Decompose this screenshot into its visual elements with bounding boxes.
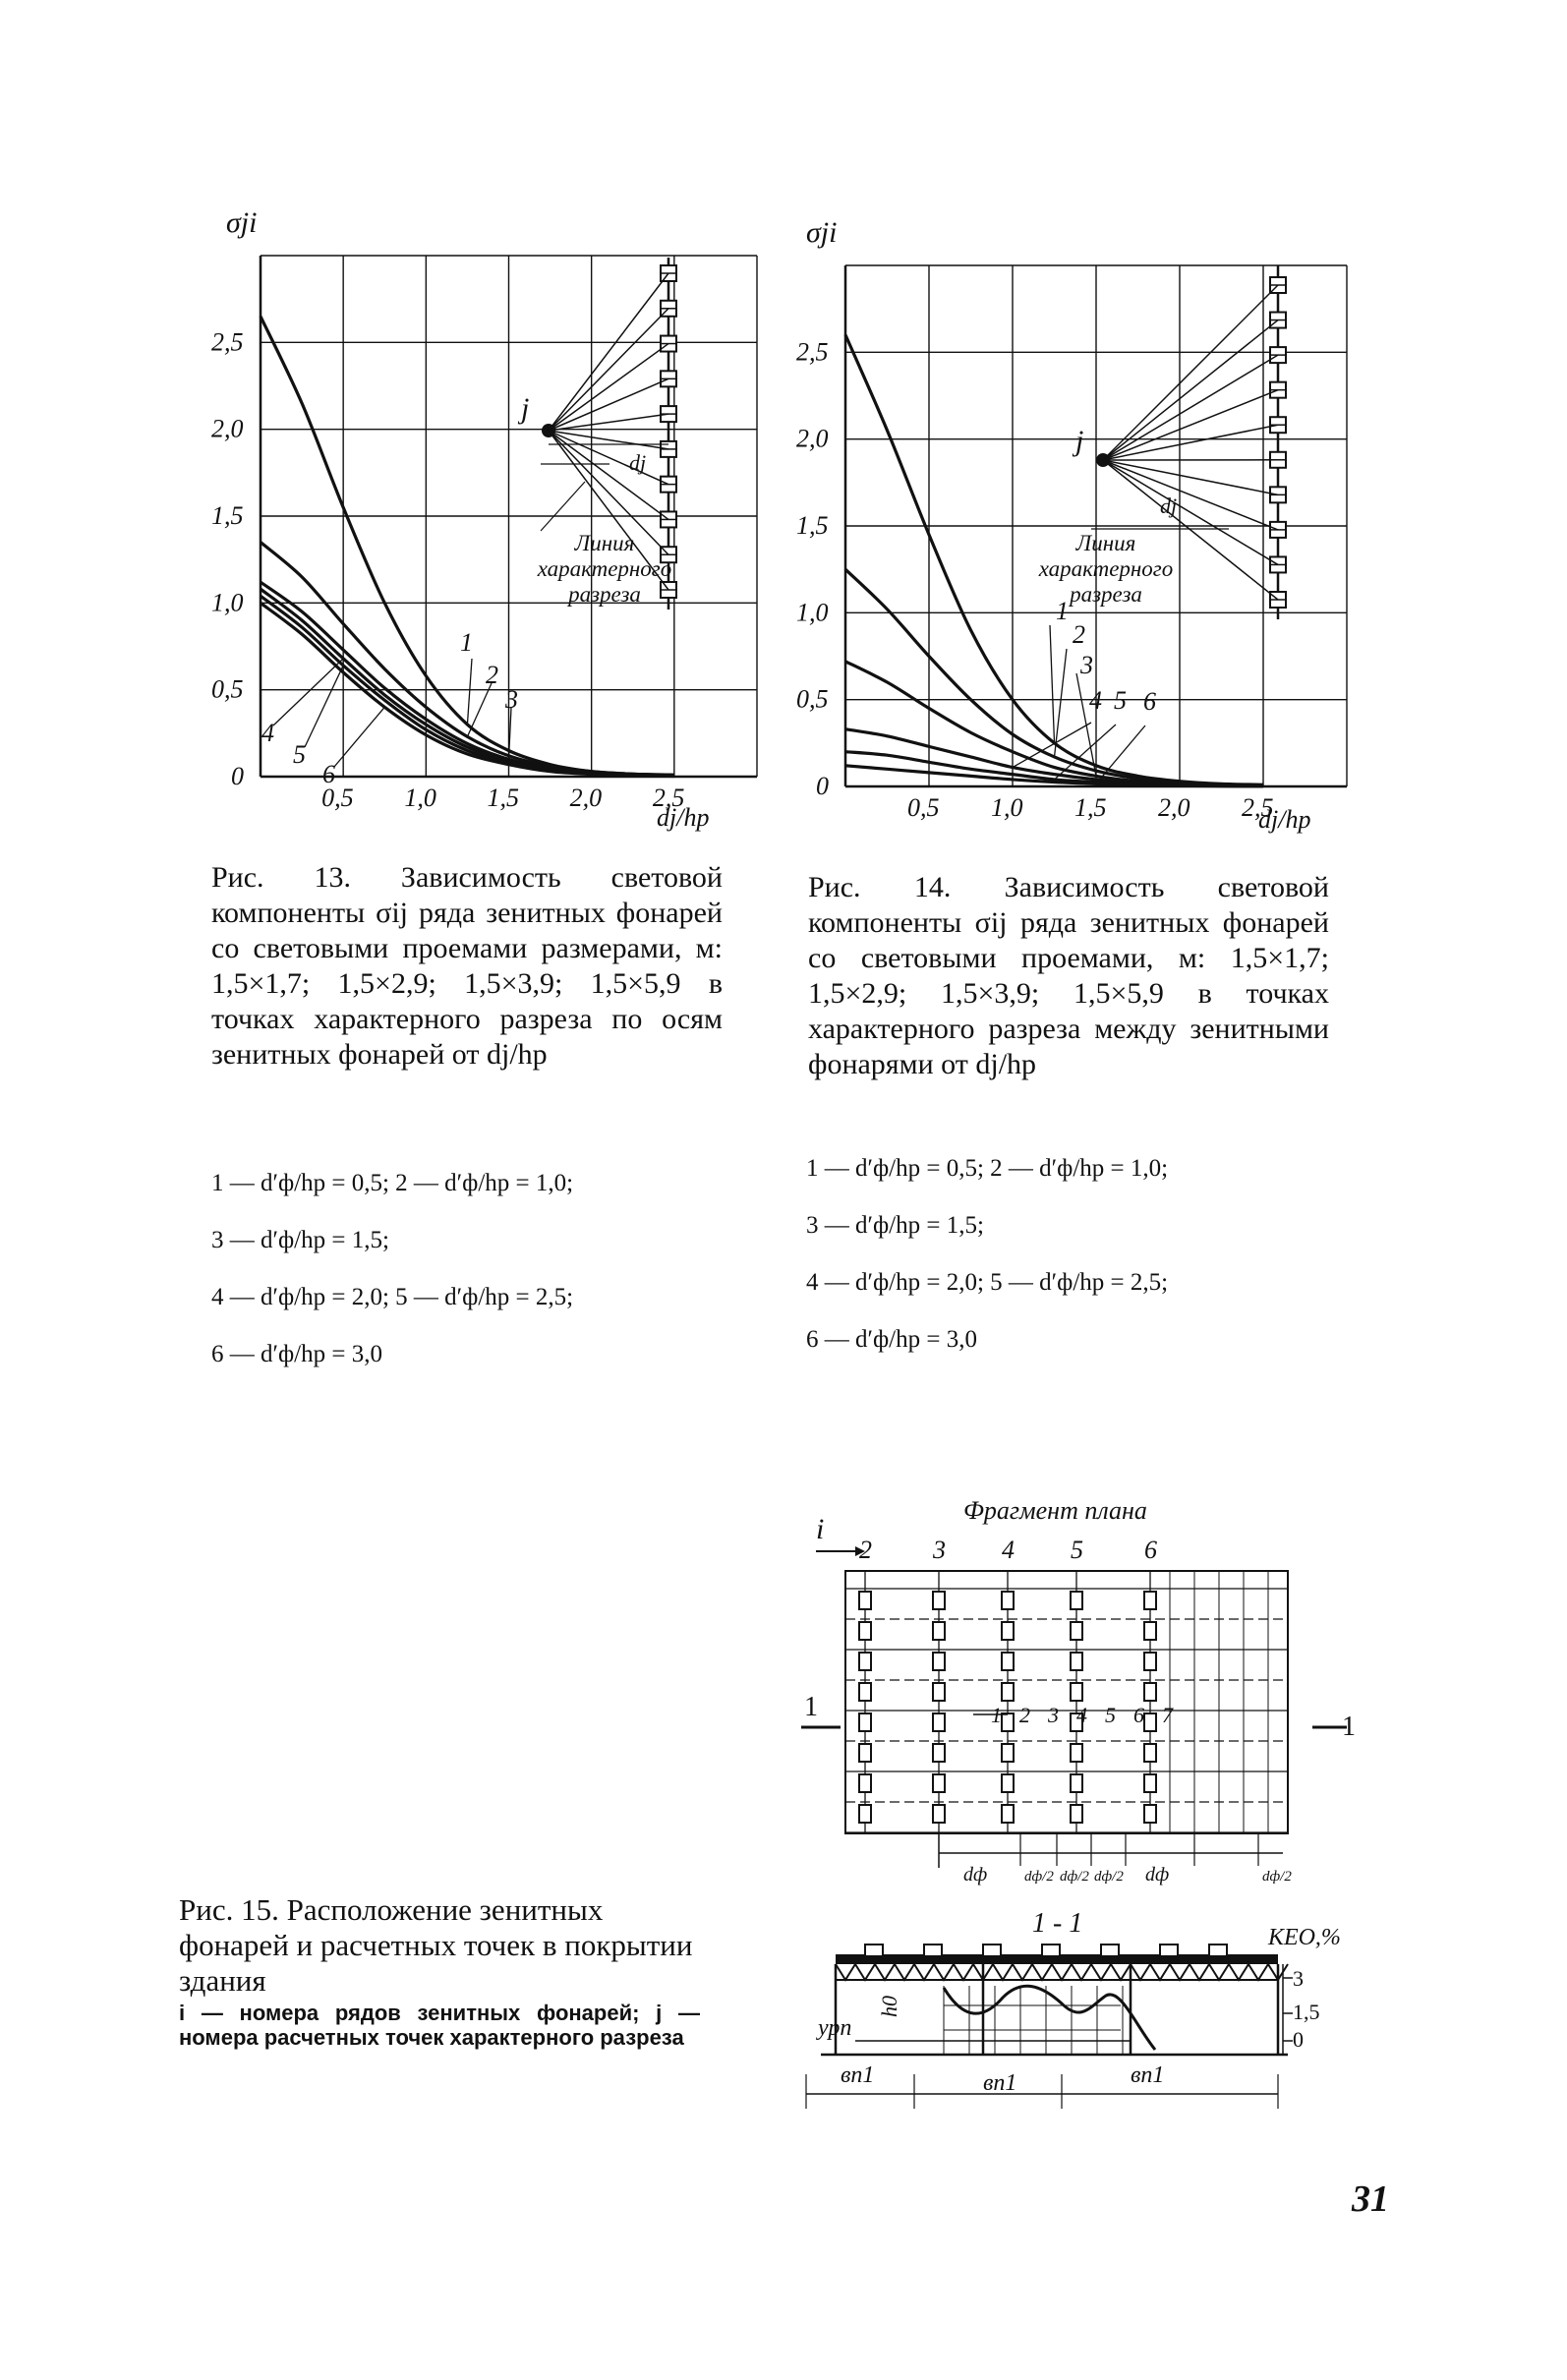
- dimension-labels: [963, 1864, 1292, 1886]
- skylight-mark: [933, 1774, 945, 1792]
- series-label: 5: [1114, 686, 1127, 715]
- figure-13-legend: [211, 1155, 742, 1383]
- skylight-mark: [859, 1805, 871, 1823]
- legend-line: 1 — d′ф/hр = 0,5; 2 — d′ф/hр = 1,0;: [806, 1155, 1169, 1182]
- skylight-mark: [933, 1713, 945, 1731]
- section-title: 1 - 1: [1032, 1908, 1083, 1939]
- section-inset: [517, 258, 688, 639]
- skylight-mark: [1144, 1592, 1156, 1609]
- y-tick-label: 1,0: [211, 588, 244, 617]
- dimension-label: dф/2: [1024, 1869, 1054, 1885]
- skylight-mark: [859, 1592, 871, 1609]
- legend-line: 4 — d′ф/hр = 2,0; 5 — d′ф/hр = 2,5;: [806, 1269, 1169, 1296]
- span-label: вп1: [983, 2070, 1017, 2096]
- series-label: 1: [460, 628, 473, 657]
- figure-15-drawing: [796, 1494, 1386, 2123]
- y-tick-label: 1,5: [211, 501, 244, 530]
- figure-14-legend: [806, 1140, 1357, 1368]
- series-leader-line: [273, 659, 343, 726]
- work-plane-label: урп: [818, 2015, 852, 2041]
- x-tick-label: 0,5: [321, 784, 354, 812]
- series-label: 5: [293, 740, 306, 769]
- x-tick-label: 2,0: [569, 784, 603, 812]
- height-label: h0: [877, 1996, 901, 2017]
- origin-label: 0: [231, 762, 244, 790]
- plan-fragment: [801, 1571, 1347, 1868]
- legend-line: 6 — d′ф/hр = 3,0: [806, 1326, 977, 1353]
- figure-15-caption: Рис. 15. Расположение зенитных фонарей и расчетных точек в покрытии здания: [179, 1892, 693, 1998]
- skylight-mark: [1071, 1683, 1082, 1701]
- dimension-label: dф: [963, 1864, 988, 1886]
- series-label: 2: [486, 661, 498, 689]
- legend-line: 4 — d′ф/hр = 2,0; 5 — d′ф/hр = 2,5;: [211, 1284, 574, 1310]
- x-tick-label: 2,5: [652, 784, 685, 812]
- dimension-label: dф/2: [1262, 1869, 1292, 1885]
- row-number: 6: [1144, 1536, 1157, 1564]
- series-curve-3: [845, 662, 1263, 786]
- series-label: 6: [1143, 687, 1156, 716]
- skylight-mark: [1002, 1744, 1014, 1762]
- y-tick-label: 2,0: [796, 424, 829, 453]
- plan-title: Фрагмент плана: [963, 1496, 1147, 1525]
- x-axis-label: dj/hp: [1258, 805, 1311, 834]
- legend-line: 3 — d′ф/hр = 1,5;: [211, 1227, 389, 1253]
- figure-13-chart: [197, 197, 786, 845]
- point-number: 3: [1048, 1703, 1059, 1727]
- span-label: вп1: [1131, 2062, 1165, 2088]
- legend-line: 6 — d′ф/hр = 3,0: [211, 1341, 382, 1367]
- figure-14-chart: [796, 206, 1386, 845]
- row-number: 3: [933, 1536, 946, 1564]
- building-section: [806, 1945, 1293, 2109]
- skylight-mark: [933, 1805, 945, 1823]
- section-inset: [1022, 265, 1286, 639]
- skylight-mark: [859, 1774, 871, 1792]
- y-tick-label: 0,5: [211, 674, 244, 704]
- keo-label: КЕО,%: [1268, 1925, 1341, 1950]
- skylight-mark: [1002, 1713, 1014, 1731]
- skylight-mark: [1002, 1653, 1014, 1670]
- row-index-label: i: [816, 1513, 825, 1545]
- skylight-mark: [1144, 1774, 1156, 1792]
- row-number: 5: [1071, 1536, 1083, 1564]
- skylight-mark: [859, 1653, 871, 1670]
- skylight-mark: [1144, 1622, 1156, 1640]
- section-line-label: Линия характерного разреза: [1038, 531, 1174, 607]
- cut-label-right: 1: [1342, 1712, 1356, 1742]
- skylight-mark: [1002, 1683, 1014, 1701]
- legend-line: 1 — d′ф/hр = 0,5; 2 — d′ф/hр = 1,0;: [211, 1170, 574, 1196]
- x-tick-label: 0,5: [907, 793, 940, 822]
- row-numbers: [859, 1536, 1157, 1564]
- skylight-mark: [859, 1713, 871, 1731]
- skylight-mark: [1144, 1653, 1156, 1670]
- point-j-label: j: [521, 392, 530, 425]
- x-tick-label: 1,0: [404, 784, 436, 812]
- skylight-mark: [1071, 1622, 1082, 1640]
- series-label: 1: [1056, 597, 1069, 625]
- y-tick-label: 2,0: [211, 414, 244, 443]
- row-number: 4: [1002, 1536, 1015, 1564]
- series-label: 3: [505, 685, 518, 714]
- series-leader-line: [467, 659, 472, 725]
- point-j-label: j: [1075, 425, 1084, 457]
- skylight-mark: [933, 1744, 945, 1762]
- cut-label-left: 1: [804, 1692, 818, 1722]
- row-number: 2: [859, 1536, 872, 1564]
- page-number: 31: [1352, 2178, 1389, 2220]
- x-tick-label: 1,0: [991, 793, 1023, 822]
- skylight-mark: [1071, 1774, 1082, 1792]
- x-tick-label: 1,5: [1074, 793, 1107, 822]
- x-tick-label: 2,5: [1242, 793, 1274, 822]
- y-axis-label: σji: [226, 206, 258, 239]
- skylight-mark: [1002, 1805, 1014, 1823]
- skylight-mark: [1071, 1744, 1082, 1762]
- skylight-mark: [1071, 1805, 1082, 1823]
- series-leader-line: [1050, 625, 1055, 743]
- y-tick-label: 0,5: [796, 684, 829, 714]
- skylight-mark: [1002, 1592, 1014, 1609]
- y-axis-label: σji: [806, 216, 838, 249]
- origin-label: 0: [816, 772, 829, 800]
- skylight-mark: [933, 1622, 945, 1640]
- series-label: 2: [1073, 620, 1085, 649]
- keo-tick: 1,5: [1293, 2000, 1320, 2024]
- skylight-mark: [859, 1622, 871, 1640]
- skylight-mark: [1002, 1622, 1014, 1640]
- y-tick-label: 1,5: [796, 511, 829, 540]
- skylight-mark: [1144, 1805, 1156, 1823]
- point-number: 2: [1019, 1703, 1030, 1727]
- figure-15-subcaption: i — номера рядов зенитных фонарей; j — номера расчетных точек характерного разреза: [179, 2001, 700, 2050]
- dimension-label: dф: [1145, 1864, 1170, 1886]
- distance-label: dj: [629, 450, 647, 475]
- skylight-mark: [859, 1744, 871, 1762]
- span-label: вп1: [841, 2062, 875, 2088]
- point-number: 6: [1133, 1703, 1144, 1727]
- series-leader-line: [467, 683, 492, 736]
- point-number: 4: [1076, 1703, 1087, 1727]
- x-tick-label: 1,5: [487, 784, 519, 812]
- skylight-mark: [933, 1683, 945, 1701]
- series-label: 6: [322, 760, 335, 788]
- point-number: 5: [1105, 1703, 1116, 1727]
- series-leader-line: [334, 707, 384, 767]
- point-number: 1: [991, 1703, 1002, 1727]
- figure-14-caption: Рис. 14. Зависимость световой компоненты σij ряда зенитных фонарей со световыми проемами, м: 1,5×1,7; 1,5×2,9; 1,5×3,9; 1,5×5,9 в точках характерного разреза между зенитными фонарями от dj/hp: [808, 871, 1329, 1080]
- skylight-mark: [1002, 1774, 1014, 1792]
- skylight-mark: [1144, 1744, 1156, 1762]
- section-line-label: Линия характерного разреза: [537, 531, 672, 607]
- skylight-mark: [1144, 1713, 1156, 1731]
- skylight-mark: [933, 1592, 945, 1609]
- legend-line: 3 — d′ф/hр = 1,5;: [806, 1212, 984, 1239]
- keo-tick: 0: [1293, 2027, 1304, 2052]
- skylight-mark: [1071, 1653, 1082, 1670]
- skylight-mark: [1144, 1683, 1156, 1701]
- series-label: 4: [1089, 686, 1102, 715]
- figure-13-caption: Рис. 13. Зависимость световой компоненты σij ряда зенитных фонарей со световыми проемами размерами, м: 1,5×1,7; 1,5×2,9; 1,5×3,9; 1,5×5,9 в точках характерного разреза по осям зенитных фонарей от dj/hp: [211, 861, 723, 1071]
- skylight-mark: [1071, 1592, 1082, 1609]
- y-tick-label: 1,0: [796, 598, 829, 627]
- series-labels: [261, 628, 518, 788]
- series-label: 3: [1080, 651, 1093, 679]
- point-number: 7: [1162, 1703, 1173, 1727]
- distance-label: dj: [1160, 493, 1178, 518]
- series-label: 4: [261, 719, 274, 747]
- series-leader-line: [1013, 723, 1091, 768]
- skylight-mark: [933, 1653, 945, 1670]
- dimension-label: dф/2: [1094, 1869, 1124, 1885]
- x-axis-label: dj/hp: [657, 803, 710, 832]
- y-tick-label: 2,5: [796, 337, 829, 367]
- dimension-label: dф/2: [1060, 1869, 1089, 1885]
- skylight-mark: [859, 1683, 871, 1701]
- x-tick-label: 2,0: [1158, 793, 1190, 822]
- keo-tick: 3: [1293, 1966, 1304, 1991]
- y-tick-label: 2,5: [211, 327, 244, 357]
